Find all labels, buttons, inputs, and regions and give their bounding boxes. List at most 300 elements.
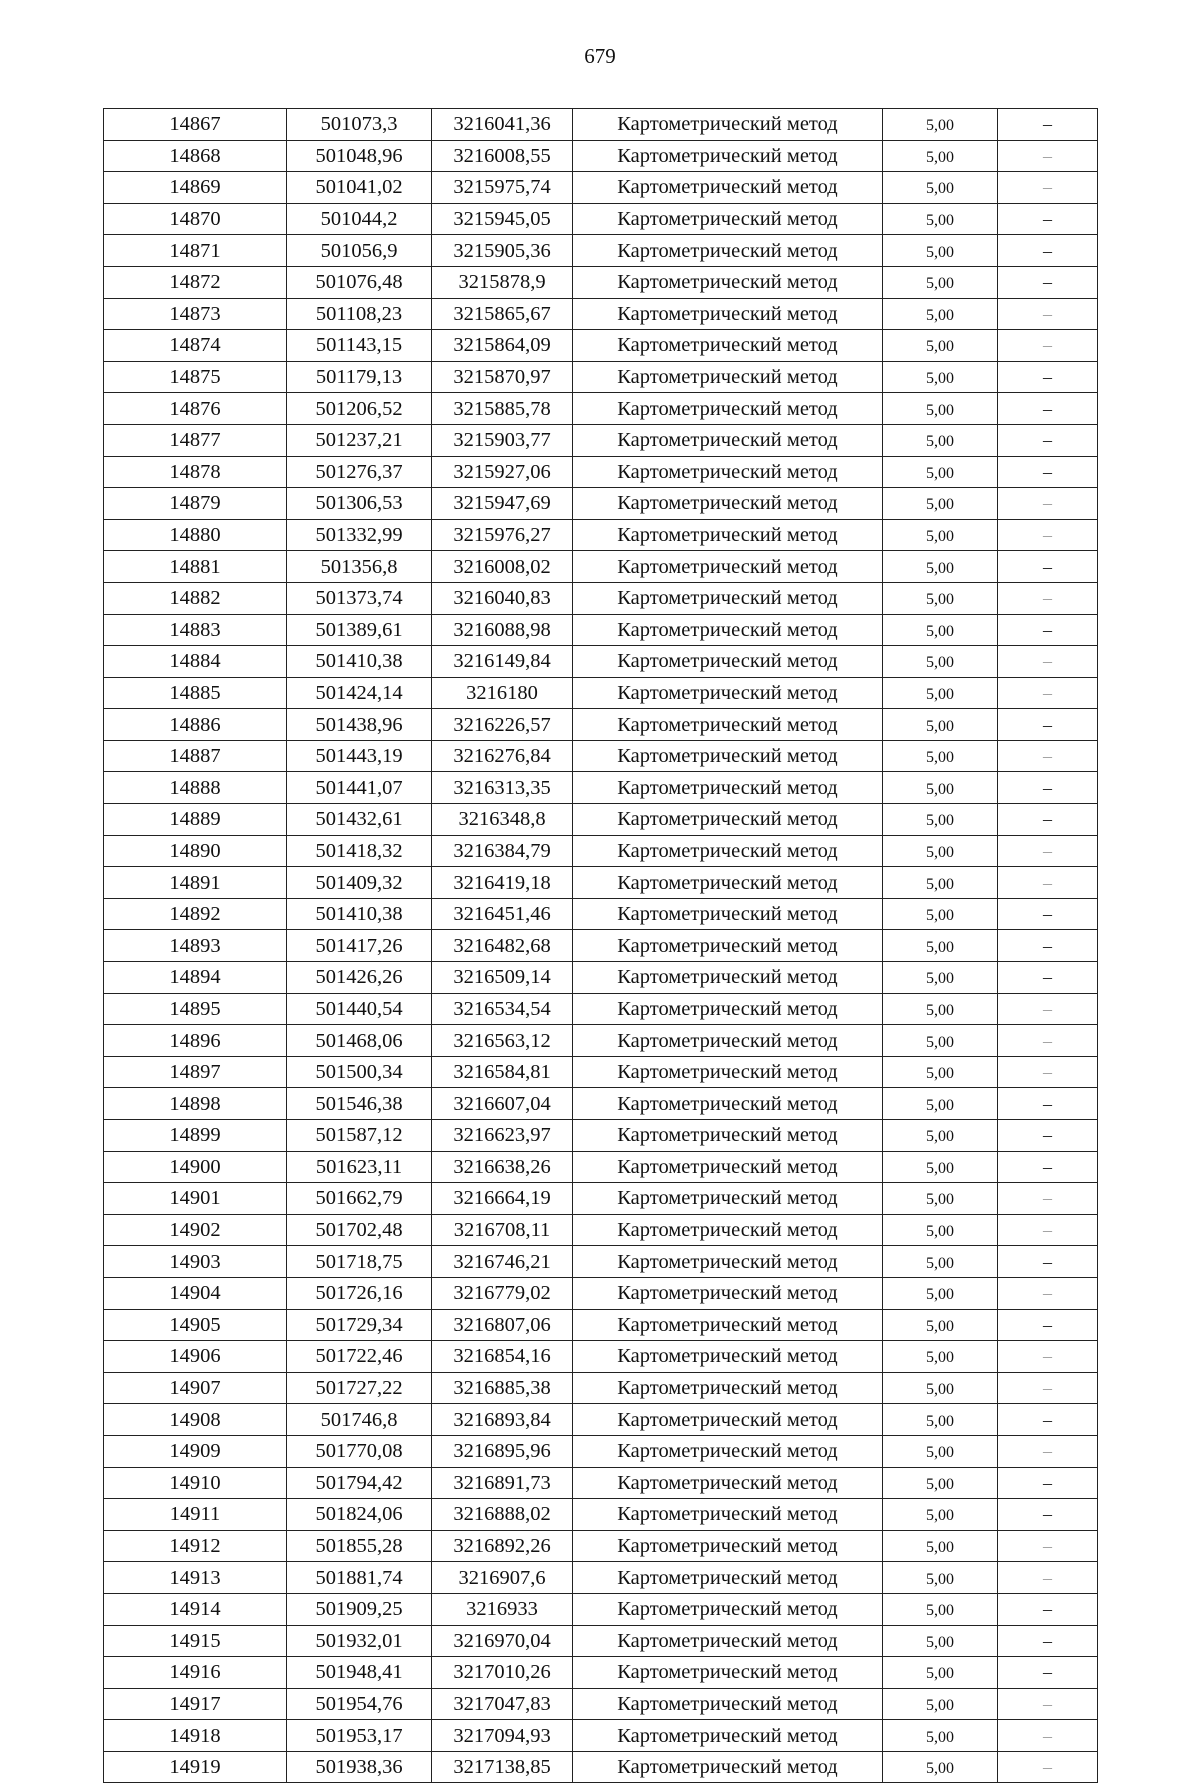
point-number-cell: 14882 [104,582,287,614]
point-number-cell: 14891 [104,867,287,899]
coordinate-y-cell: 3216149,84 [432,646,573,678]
accuracy-cell: 5,00 [883,551,998,583]
table-row [104,1151,1098,1183]
coordinate-x-cell: 501417,26 [287,930,432,962]
method-cell: Картометрический метод [573,1277,883,1309]
accuracy-cell: 5,00 [883,804,998,836]
coordinate-x-cell: 501432,61 [287,804,432,836]
point-number-cell: 14909 [104,1435,287,1467]
accuracy-cell: 5,00 [883,488,998,520]
table-row [104,393,1098,425]
table-row [104,140,1098,172]
note-cell: – [998,1625,1098,1657]
point-number-cell: 14902 [104,1214,287,1246]
coordinate-y-cell: 3216907,6 [432,1562,573,1594]
note-cell: – [998,1088,1098,1120]
table-row [104,740,1098,772]
table-row [104,1025,1098,1057]
coordinate-x-cell: 501546,38 [287,1088,432,1120]
coordinate-y-cell: 3216041,36 [432,109,573,141]
coordinate-x-cell: 501418,32 [287,835,432,867]
coordinate-y-cell: 3216534,54 [432,993,573,1025]
coordinate-x-cell: 501938,36 [287,1751,432,1783]
coordinate-y-cell: 3215864,09 [432,330,573,362]
point-number-cell: 14869 [104,172,287,204]
method-cell: Картометрический метод [573,203,883,235]
method-cell: Картометрический метод [573,424,883,456]
accuracy-cell: 5,00 [883,1562,998,1594]
accuracy-cell: 5,00 [883,140,998,172]
note-cell: – [998,109,1098,141]
note-cell: – [998,1751,1098,1783]
coordinate-x-cell: 501500,34 [287,1056,432,1088]
note-cell: – [998,1404,1098,1436]
table-row [104,962,1098,994]
coordinate-x-cell: 501702,48 [287,1214,432,1246]
note-cell: – [998,393,1098,425]
accuracy-cell: 5,00 [883,835,998,867]
coordinate-y-cell: 3215975,74 [432,172,573,204]
accuracy-cell: 5,00 [883,519,998,551]
coordinate-x-cell: 501410,38 [287,898,432,930]
point-number-cell: 14910 [104,1467,287,1499]
coordinate-y-cell: 3216746,21 [432,1246,573,1278]
coordinate-x-cell: 501332,99 [287,519,432,551]
point-number-cell: 14883 [104,614,287,646]
table-row [104,266,1098,298]
coordinate-x-cell: 501276,37 [287,456,432,488]
point-number-cell: 14918 [104,1720,287,1752]
coordinate-y-cell: 3216226,57 [432,709,573,741]
note-cell: – [998,1341,1098,1373]
coordinate-y-cell: 3215885,78 [432,393,573,425]
accuracy-cell: 5,00 [883,1246,998,1278]
accuracy-cell: 5,00 [883,867,998,899]
coordinate-x-cell: 501056,9 [287,235,432,267]
coordinate-y-cell: 3216008,02 [432,551,573,583]
table-row [104,804,1098,836]
note-cell: – [998,330,1098,362]
table-row [104,330,1098,362]
coordinate-x-cell: 501587,12 [287,1120,432,1152]
method-cell: Картометрический метод [573,172,883,204]
point-number-cell: 14904 [104,1277,287,1309]
coordinate-y-cell: 3215870,97 [432,361,573,393]
coordinate-x-cell: 501441,07 [287,772,432,804]
coordinate-x-cell: 501948,41 [287,1657,432,1689]
note-cell: – [998,646,1098,678]
method-cell: Картометрический метод [573,804,883,836]
accuracy-cell: 5,00 [883,1467,998,1499]
note-cell: – [998,298,1098,330]
accuracy-cell: 5,00 [883,235,998,267]
table-row [104,1530,1098,1562]
point-number-cell: 14898 [104,1088,287,1120]
point-number-cell: 14916 [104,1657,287,1689]
coordinate-x-cell: 501438,96 [287,709,432,741]
point-number-cell: 14889 [104,804,287,836]
method-cell: Картометрический метод [573,1151,883,1183]
table-row [104,1120,1098,1152]
point-number-cell: 14868 [104,140,287,172]
coordinate-x-cell: 501932,01 [287,1625,432,1657]
note-cell: – [998,677,1098,709]
coordinate-y-cell: 3216708,11 [432,1214,573,1246]
accuracy-cell: 5,00 [883,1183,998,1215]
coordinate-y-cell: 3217047,83 [432,1688,573,1720]
method-cell: Картометрический метод [573,1593,883,1625]
accuracy-cell: 5,00 [883,298,998,330]
method-cell: Картометрический метод [573,551,883,583]
note-cell: – [998,1467,1098,1499]
point-number-cell: 14888 [104,772,287,804]
table-row [104,235,1098,267]
coordinate-x-cell: 501076,48 [287,266,432,298]
coordinate-x-cell: 501726,16 [287,1277,432,1309]
point-number-cell: 14892 [104,898,287,930]
coordinate-x-cell: 501468,06 [287,1025,432,1057]
table-row [104,172,1098,204]
coordinate-y-cell: 3216970,04 [432,1625,573,1657]
note-cell: – [998,1372,1098,1404]
accuracy-cell: 5,00 [883,393,998,425]
note-cell: – [998,1025,1098,1057]
note-cell: – [998,709,1098,741]
point-number-cell: 14913 [104,1562,287,1594]
coordinate-x-cell: 501824,06 [287,1499,432,1531]
point-number-cell: 14878 [104,456,287,488]
accuracy-cell: 5,00 [883,582,998,614]
note-cell: – [998,835,1098,867]
coordinate-x-cell: 501722,46 [287,1341,432,1373]
coordinate-y-cell: 3216895,96 [432,1435,573,1467]
point-number-cell: 14895 [104,993,287,1025]
method-cell: Картометрический метод [573,646,883,678]
note-cell: – [998,962,1098,994]
point-number-cell: 14886 [104,709,287,741]
table-row [104,1751,1098,1783]
point-number-cell: 14874 [104,330,287,362]
coordinate-y-cell: 3217094,93 [432,1720,573,1752]
coordinate-x-cell: 501108,23 [287,298,432,330]
coordinate-y-cell: 3216807,06 [432,1309,573,1341]
coordinate-y-cell: 3216779,02 [432,1277,573,1309]
method-cell: Картометрический метод [573,140,883,172]
point-number-cell: 14872 [104,266,287,298]
coordinate-x-cell: 501954,76 [287,1688,432,1720]
coordinate-y-cell: 3216482,68 [432,930,573,962]
coordinate-y-cell: 3215945,05 [432,203,573,235]
note-cell: – [998,1530,1098,1562]
method-cell: Картометрический метод [573,1467,883,1499]
method-cell: Картометрический метод [573,772,883,804]
table-row [104,551,1098,583]
coordinate-x-cell: 501855,28 [287,1530,432,1562]
coordinate-y-cell: 3216607,04 [432,1088,573,1120]
note-cell: – [998,1120,1098,1152]
table-row [104,361,1098,393]
method-cell: Картометрический метод [573,1309,883,1341]
coordinate-x-cell: 501424,14 [287,677,432,709]
accuracy-cell: 5,00 [883,361,998,393]
method-cell: Картометрический метод [573,1562,883,1594]
table-row [104,1404,1098,1436]
coordinates-table-body [104,109,1098,1783]
table-row [104,646,1098,678]
table-row [104,677,1098,709]
point-number-cell: 14915 [104,1625,287,1657]
coordinate-x-cell: 501718,75 [287,1246,432,1278]
accuracy-cell: 5,00 [883,772,998,804]
accuracy-cell: 5,00 [883,1688,998,1720]
point-number-cell: 14875 [104,361,287,393]
coordinate-x-cell: 501623,11 [287,1151,432,1183]
point-number-cell: 14906 [104,1341,287,1373]
point-number-cell: 14905 [104,1309,287,1341]
point-number-cell: 14903 [104,1246,287,1278]
coordinate-y-cell: 3215865,67 [432,298,573,330]
accuracy-cell: 5,00 [883,1625,998,1657]
coordinate-y-cell: 3216892,26 [432,1530,573,1562]
table-row [104,1720,1098,1752]
accuracy-cell: 5,00 [883,1025,998,1057]
table-row [104,1625,1098,1657]
method-cell: Картометрический метод [573,1088,883,1120]
coordinates-table [103,108,1098,1783]
point-number-cell: 14901 [104,1183,287,1215]
coordinate-y-cell: 3216885,38 [432,1372,573,1404]
note-cell: – [998,456,1098,488]
coordinate-y-cell: 3215905,36 [432,235,573,267]
note-cell: – [998,1688,1098,1720]
coordinate-x-cell: 501443,19 [287,740,432,772]
coordinate-x-cell: 501727,22 [287,1372,432,1404]
accuracy-cell: 5,00 [883,1372,998,1404]
note-cell: – [998,266,1098,298]
method-cell: Картометрический метод [573,835,883,867]
coordinate-y-cell: 3215903,77 [432,424,573,456]
coordinate-y-cell: 3216933 [432,1593,573,1625]
point-number-cell: 14894 [104,962,287,994]
method-cell: Картометрический метод [573,1499,883,1531]
method-cell: Картометрический метод [573,709,883,741]
coordinate-x-cell: 501073,3 [287,109,432,141]
accuracy-cell: 5,00 [883,1120,998,1152]
coordinate-y-cell: 3215976,27 [432,519,573,551]
coordinate-x-cell: 501179,13 [287,361,432,393]
coordinate-x-cell: 501662,79 [287,1183,432,1215]
coordinate-x-cell: 501746,8 [287,1404,432,1436]
coordinate-x-cell: 501909,25 [287,1593,432,1625]
coordinate-x-cell: 501237,21 [287,424,432,456]
accuracy-cell: 5,00 [883,1277,998,1309]
method-cell: Картометрический метод [573,930,883,962]
table-row [104,1183,1098,1215]
method-cell: Картометрический метод [573,898,883,930]
point-number-cell: 14881 [104,551,287,583]
method-cell: Картометрический метод [573,519,883,551]
accuracy-cell: 5,00 [883,1088,998,1120]
coordinate-x-cell: 501440,54 [287,993,432,1025]
coordinate-y-cell: 3216584,81 [432,1056,573,1088]
table-row [104,867,1098,899]
coordinate-y-cell: 3217138,85 [432,1751,573,1783]
method-cell: Картометрический метод [573,1657,883,1689]
coordinate-x-cell: 501770,08 [287,1435,432,1467]
method-cell: Картометрический метод [573,1246,883,1278]
table-row [104,1277,1098,1309]
method-cell: Картометрический метод [573,1341,883,1373]
method-cell: Картометрический метод [573,1435,883,1467]
note-cell: – [998,898,1098,930]
point-number-cell: 14911 [104,1499,287,1531]
accuracy-cell: 5,00 [883,456,998,488]
method-cell: Картометрический метод [573,1530,883,1562]
table-row [104,930,1098,962]
table-row [104,1562,1098,1594]
accuracy-cell: 5,00 [883,677,998,709]
table-row [104,898,1098,930]
accuracy-cell: 5,00 [883,1499,998,1531]
coordinate-x-cell: 501410,38 [287,646,432,678]
note-cell: – [998,1720,1098,1752]
coordinate-x-cell: 501794,42 [287,1467,432,1499]
coordinate-y-cell: 3216384,79 [432,835,573,867]
page-number: 679 [584,44,616,68]
coordinate-y-cell: 3216638,26 [432,1151,573,1183]
note-cell: – [998,1435,1098,1467]
note-cell: – [998,1151,1098,1183]
table-row [104,1309,1098,1341]
note-cell: – [998,235,1098,267]
coordinate-y-cell: 3216623,97 [432,1120,573,1152]
note-cell: – [998,804,1098,836]
accuracy-cell: 5,00 [883,203,998,235]
table-row [104,709,1098,741]
method-cell: Картометрический метод [573,488,883,520]
point-number-cell: 14890 [104,835,287,867]
point-number-cell: 14908 [104,1404,287,1436]
coordinate-x-cell: 501143,15 [287,330,432,362]
method-cell: Картометрический метод [573,740,883,772]
coordinate-y-cell: 3216854,16 [432,1341,573,1373]
point-number-cell: 14877 [104,424,287,456]
table-row [104,1593,1098,1625]
point-number-cell: 14873 [104,298,287,330]
coordinate-y-cell: 3216008,55 [432,140,573,172]
point-number-cell: 14899 [104,1120,287,1152]
point-number-cell: 14914 [104,1593,287,1625]
accuracy-cell: 5,00 [883,646,998,678]
note-cell: – [998,1562,1098,1594]
note-cell: – [998,1246,1098,1278]
coordinate-x-cell: 501881,74 [287,1562,432,1594]
accuracy-cell: 5,00 [883,614,998,646]
note-cell: – [998,582,1098,614]
accuracy-cell: 5,00 [883,1720,998,1752]
method-cell: Картометрический метод [573,235,883,267]
method-cell: Картометрический метод [573,867,883,899]
table-row [104,1688,1098,1720]
table-row [104,1088,1098,1120]
point-number-cell: 14917 [104,1688,287,1720]
method-cell: Картометрический метод [573,1056,883,1088]
accuracy-cell: 5,00 [883,266,998,298]
point-number-cell: 14884 [104,646,287,678]
table-row [104,1467,1098,1499]
table-row [104,1341,1098,1373]
point-number-cell: 14893 [104,930,287,962]
coordinate-y-cell: 3216313,35 [432,772,573,804]
accuracy-cell: 5,00 [883,1341,998,1373]
note-cell: – [998,867,1098,899]
coordinate-y-cell: 3215947,69 [432,488,573,520]
coordinate-y-cell: 3215878,9 [432,266,573,298]
accuracy-cell: 5,00 [883,962,998,994]
method-cell: Картометрический метод [573,962,883,994]
table-row [104,203,1098,235]
note-cell: – [998,772,1098,804]
coordinate-x-cell: 501048,96 [287,140,432,172]
method-cell: Картометрический метод [573,266,883,298]
table-row [104,488,1098,520]
coordinate-x-cell: 501356,8 [287,551,432,583]
table-row [104,519,1098,551]
note-cell: – [998,551,1098,583]
coordinate-x-cell: 501729,34 [287,1309,432,1341]
note-cell: – [998,1214,1098,1246]
note-cell: – [998,488,1098,520]
point-number-cell: 14885 [104,677,287,709]
coordinate-x-cell: 501206,52 [287,393,432,425]
note-cell: – [998,172,1098,204]
note-cell: – [998,424,1098,456]
point-number-cell: 14919 [104,1751,287,1783]
coordinate-y-cell: 3216563,12 [432,1025,573,1057]
coordinate-x-cell: 501389,61 [287,614,432,646]
coordinate-x-cell: 501041,02 [287,172,432,204]
accuracy-cell: 5,00 [883,330,998,362]
point-number-cell: 14900 [104,1151,287,1183]
note-cell: – [998,140,1098,172]
table-row [104,772,1098,804]
coordinate-x-cell: 501306,53 [287,488,432,520]
note-cell: – [998,361,1098,393]
method-cell: Картометрический метод [573,109,883,141]
coordinate-y-cell: 3216664,19 [432,1183,573,1215]
accuracy-cell: 5,00 [883,172,998,204]
table-row [104,614,1098,646]
accuracy-cell: 5,00 [883,109,998,141]
method-cell: Картометрический метод [573,1025,883,1057]
coordinate-x-cell: 501373,74 [287,582,432,614]
note-cell: – [998,1657,1098,1689]
coordinate-x-cell: 501409,32 [287,867,432,899]
coordinate-y-cell: 3216451,46 [432,898,573,930]
method-cell: Картометрический метод [573,1688,883,1720]
note-cell: – [998,740,1098,772]
accuracy-cell: 5,00 [883,930,998,962]
method-cell: Картометрический метод [573,1625,883,1657]
accuracy-cell: 5,00 [883,898,998,930]
point-number-cell: 14876 [104,393,287,425]
coordinate-y-cell: 3216893,84 [432,1404,573,1436]
accuracy-cell: 5,00 [883,1309,998,1341]
method-cell: Картометрический метод [573,393,883,425]
accuracy-cell: 5,00 [883,1214,998,1246]
note-cell: – [998,1593,1098,1625]
table-row [104,298,1098,330]
